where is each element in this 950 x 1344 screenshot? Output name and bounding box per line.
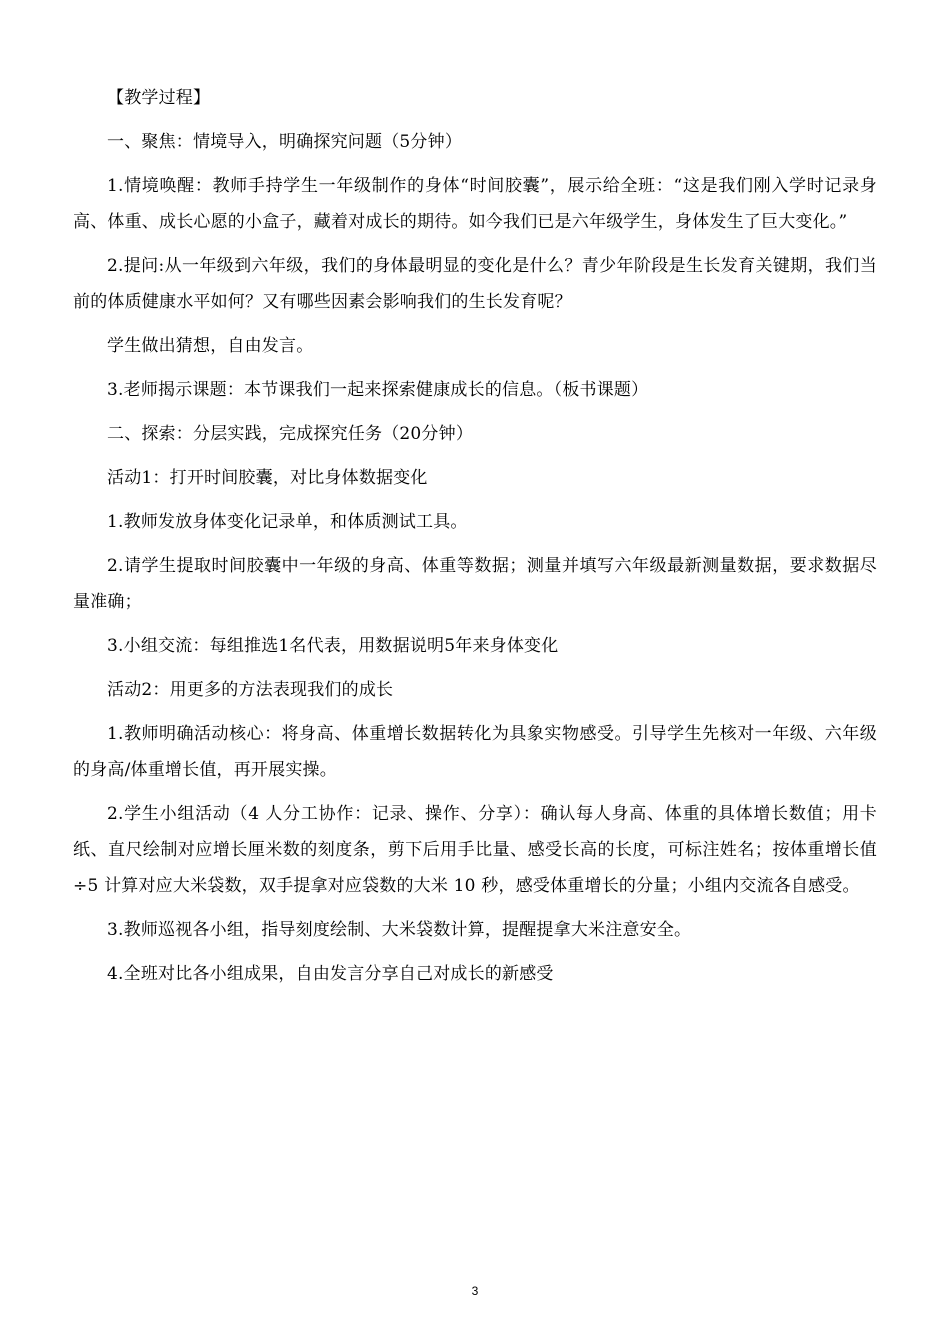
page-number: 3	[471, 1284, 479, 1298]
paragraph-activity1-step1: 1.教师发放身体变化记录单，和体质测试工具。	[107, 512, 468, 532]
section-heading-teaching-process: 【教学过程】	[107, 88, 211, 108]
activity-heading-2: 活动2：用更多的方法表现我们的成长	[107, 680, 394, 700]
paragraph-activity1-step3: 3.小组交流：每组推选1名代表，用数据说明5年来身体变化	[107, 636, 559, 656]
paragraph-reveal-topic: 3.老师揭示课题：本节课我们一起来探索健康成长的信息。（板书课题）	[107, 380, 649, 400]
paragraph-situation-awakening: 1.情境唤醒：教师手持学生一年级制作的身体“时间胶囊”，展示给全班：“这是我们刚入学时记录身高、体重、成长心愿的小盒子，藏着对成长的期待。如今我们已是六年级学生，身体发生了巨大变化。”	[73, 176, 877, 232]
section-heading-explore: 二、探索：分层实践，完成探究任务（20分钟）	[107, 424, 474, 444]
activity-heading-1: 活动1：打开时间胶囊，对比身体数据变化	[107, 468, 428, 488]
paragraph-activity1-step2: 2.请学生提取时间胶囊中一年级的身高、体重等数据；测量并填写六年级最新测量数据，要求数据尽量准确；	[73, 556, 877, 612]
paragraph-student-guess: 学生做出猜想，自由发言。	[107, 336, 314, 356]
section-heading-focus: 一、聚焦：情境导入，明确探究问题（5分钟）	[107, 132, 463, 152]
paragraph-activity2-step4: 4.全班对比各小组成果，自由发言分享自己对成长的新感受	[107, 964, 554, 984]
paragraph-activity2-step2: 2.学生小组活动（4 人分工协作：记录、操作、分享）：确认每人身高、体重的具体增长数值；用卡纸、直尺绘制对应增长厘米数的刻度条，剪下后用手比量、感受长高的长度，可标注姓名；按体重增长值 ÷5 计算对应大米袋数，双手提拿对应袋数的大米 10 秒，感受体重增长的分量；小组内交流各自感受。	[73, 804, 877, 896]
paragraph-question: 2.提问:从一年级到六年级，我们的身体最明显的变化是什么？青少年阶段是生长发育关键期，我们当前的体质健康水平如何？又有哪些因素会影响我们的生长发育呢？	[73, 256, 877, 312]
paragraph-activity2-step3: 3.教师巡视各小组，指导刻度绘制、大米袋数计算，提醒提拿大米注意安全。	[107, 920, 692, 940]
paragraph-activity2-step1: 1.教师明确活动核心：将身高、体重增长数据转化为具象实物感受。引导学生先核对一年级、六年级的身高/体重增长值，再开展实操。	[73, 724, 877, 780]
document-body	[73, 80, 877, 1000]
